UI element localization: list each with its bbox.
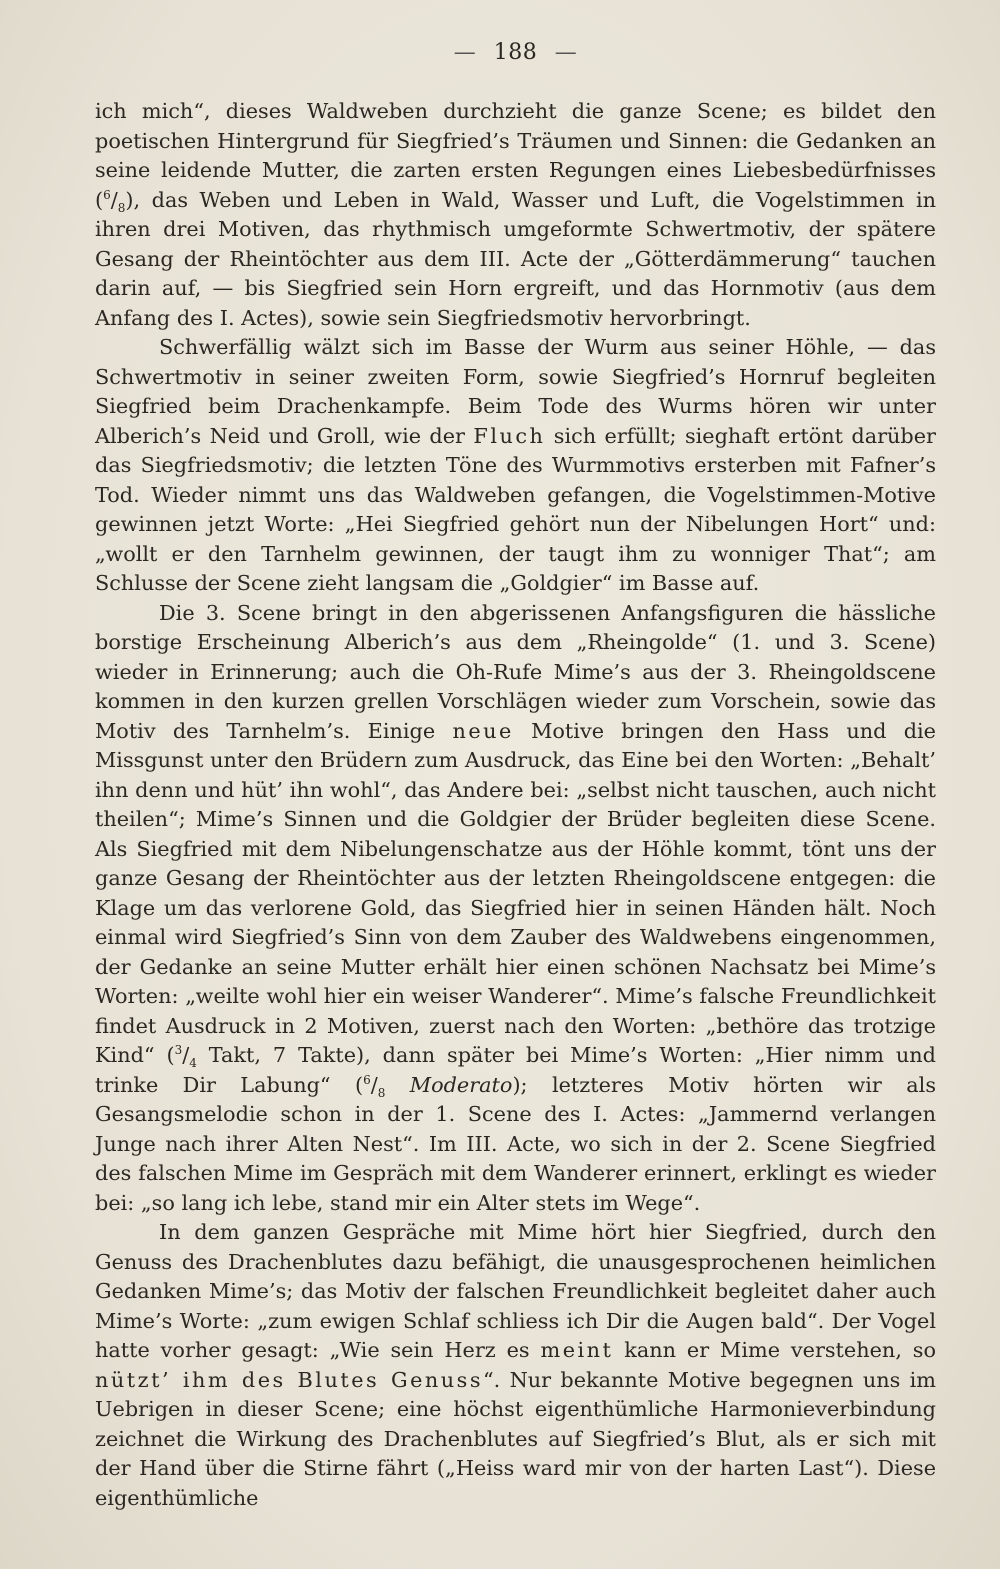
- text-span: ), das Weben und Leben in Wald, Wasser und Luft, die Vogelstimmen in ihren drei Motiven, das rhythmisch umgeformte Schwertmotiv, der spätere Gesang der Rheintöchter aus dem III. Acte der „Götterdämmerung“ tauchen darin auf, — bis Siegfried sein Horn ergreift, und das Hornmotiv (aus dem Anfang des I. Actes), sowie sein Siegfriedsmotiv hervorbringt.: [95, 187, 936, 330]
- text-span: sich erfüllt; sieghaft ertönt darüber das Siegfriedsmotiv; die letzten Töne des Wurmmotivs ersterben mit Fafner’s Tod. Wieder nimmt uns das Waldweben gefangen, die Vogelstimmen-Motive gewinnen jetzt Worte: „Hei Siegfried gehört nun der Nibelungen Hort“ und: „wollt er den Tarnhelm gewinnen, der taugt ihm zu wonniger That“; am Schlusse der Scene zieht langsam die „Goldgier“ im Basse auf.: [95, 423, 936, 595]
- header-dash-right: —: [554, 40, 578, 65]
- text-span-ital: Moderato: [409, 1072, 513, 1097]
- text-span-sub: 8: [117, 200, 126, 215]
- text-span: [385, 1073, 409, 1097]
- text-span-sub: 8: [377, 1085, 386, 1100]
- paragraph: [95, 97, 936, 333]
- text-span: “. Nur bekannte Motive begegnen uns im Uebrigen in dieser Scene; eine höchst eigenthümliche Harmonieverbindung zeichnet die Wirkung des Drachenblutes auf Siegfried’s Blut, als er sich mit der Hand über die Stirne fährt („Heiss ward mir von der harten Last“). Diese eigenthümliche: [95, 1367, 936, 1510]
- text-span-sub: 4: [189, 1056, 197, 1071]
- text-span-sup: 6: [103, 187, 111, 202]
- paragraph: [95, 333, 936, 599]
- page-header: [95, 38, 936, 78]
- body-text: [95, 97, 936, 1513]
- text-span-spaced: neue: [452, 718, 514, 743]
- text-span-spaced: nützt’ ihm des Blutes Genuss: [95, 1367, 484, 1392]
- page-number: 188: [493, 40, 538, 65]
- text-span: /: [370, 1072, 378, 1097]
- paragraph: [95, 599, 936, 1219]
- text-span: /: [182, 1043, 190, 1067]
- text-span: kann er Mime verstehen, so: [613, 1338, 936, 1362]
- text-span-sup: 6: [363, 1072, 371, 1087]
- text-span: In dem ganzen Gespräche mit Mime hört hier Siegfried, durch den Genuss des Drachenblutes dazu befähigt, die unausgesprochenen heimlichen Gedanken Mime’s; das Motiv der falschen Freundlichkeit begleitet daher auch Mime’s Worte: „zum ewigen Schlaf schliess ich Dir die Augen bald“. Der Vogel hatte vorher gesagt: „Wie sein Herz es: [95, 1220, 936, 1362]
- text-span: Motive bringen den Hass und die Missgunst unter den Brüdern zum Ausdruck, das Eine bei den Worten: „Behalt’ ihn denn und hüt’ ihn wohl“, das Andere bei: „selbst nicht tauschen, auch nicht theilen“; Mime’s Sinnen und die Goldgier der Brüder begleiten diese Scene. Als Siegfried mit dem Nibelungenschatze aus der Höhle kommt, tönt uns der ganze Gesang der Rheintöchter aus der letzten Rheingoldscene entgegen: die Klage um das verlorene Gold, das Siegfried hier in seinen Händen hält. Noch einmal wird Siegfried’s Sinn von dem Zauber des Waldwebens eingenommen, der Gedanke an seine Mutter erhält hier einen schönen Nachsatz bei Mime’s Worten: „weilte wohl hier ein weiser Wanderer“. Mime’s falsche Freundlichkeit findet Ausdruck in 2 Motiven, zuerst nach den Worten: „bethöre das trotzige Kind“ (: [95, 718, 936, 1067]
- text-span: ich mich“, dieses Waldweben durchzieht die ganze Scene; es bildet den poetischen Hintergrund für Siegfried’s Träumen und Sinnen: die Gedanken an seine leidende Mutter, die zarten ersten Regungen eines Liebesbedürfnisses (: [95, 99, 936, 212]
- text-span: Schwerfällig wälzt sich im Basse der Wurm aus seiner Höhle, — das Schwertmotiv in seiner zweiten Form, sowie Siegfried’s Hornruf begleiten Siegfried beim Drachenkampfe. Beim Tode des Wurms hören wir unter Alberich’s Neid und Groll, wie der: [95, 335, 936, 448]
- text-span: /: [110, 187, 118, 212]
- text-span-spaced: Fluch: [473, 423, 546, 448]
- text-span: ); letzteres Motiv hörten wir als Gesangsmelodie schon in der 1. Scene des I. Actes: „Jammernd verlangen Junge nach ihrer Alten Nest“. Im III. Acte, wo sich in der 2. Scene Siegfried des falschen Mime im Gespräch mit dem Wanderer erinnert, erklingt es wieder bei: „so lang ich lebe, stand mir ein Alter stets im Wege“.: [95, 1072, 936, 1215]
- header-dash-left: —: [453, 40, 477, 65]
- text-span-sup: 3: [174, 1043, 183, 1058]
- paragraph: [95, 1218, 936, 1513]
- text-span-spaced: meint: [540, 1338, 614, 1362]
- text-span: Takt, 7 Takte), dann später bei Mime’s Worten: „Hier nimm und trinke Dir Labung“ (: [95, 1043, 936, 1097]
- text-span: Die 3. Scene bringt in den abgerissenen Anfangsfiguren die hässliche borstige Erscheinung Alberich’s aus dem „Rheingolde“ (1. und 3. Scene) wieder in Erinnerung; auch die Oh-Rufe Mime’s aus der 3. Rheingoldscene kommen in den kurzen grellen Vorschlägen wieder zum Vorschein, sowie das Motiv des Tarnhelm’s. Einige: [95, 600, 936, 743]
